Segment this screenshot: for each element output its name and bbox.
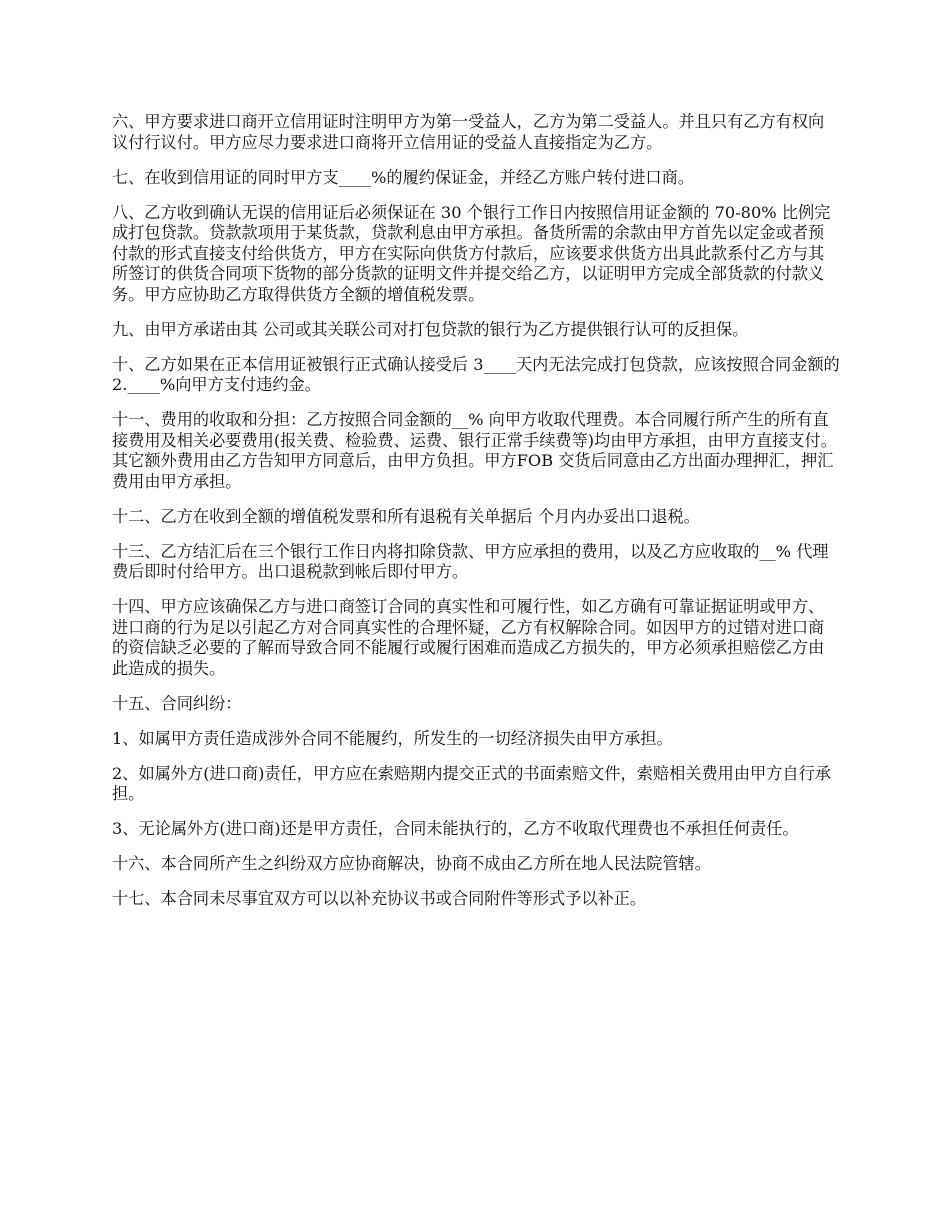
clause-15-heading: 十五、合同纠纷：: [112, 693, 242, 713]
document-page: [112, 112, 840, 924]
clause-14: 十四、甲方应该确保乙方与进口商签订合同的真实性和可履行性，如乙方确有可靠证据证明或甲方、进口商的行为足以引起乙方对合同真实性的合理怀疑，乙方有权解除合同。如因甲方的过错对进口商的资信缺乏必要的了解而导致合同不能履行或履行困难而造成乙方损失的，甲方必须承担赔偿乙方由此造成的损失。: [112, 597, 825, 678]
clause-15-item-3: 3、无论属外方(进口商)还是甲方责任，合同未能执行的，乙方不收取代理费也不承担任何责任。: [112, 819, 799, 838]
clause-8: 八、乙方收到确认无误的信用证后必须保证在 30 个银行工作日内按照信用证金额的 70-80% 比例完成打包贷款。贷款款项用于某货款，贷款利息由甲方承担。备货所需的余款由甲方首先以定金或者预付款的形式直接支付给供货方，甲方在实际向供货方付款后，应该要求供货方出具此款系付乙方与其所签订的供货合同项下货物的部分货款的证明文件并提交给乙方，以证明甲方完成全部货款的付款义务。甲方应协助乙方取得供货方全额的增值税发票。: [112, 202, 831, 304]
clause-6: 六、甲方要求进口商开立信用证时注明甲方为第一受益人，乙方为第二受益人。并且只有乙方有权向议付行议付。甲方应尽力要求进口商将开立信用证的受益人直接指定为乙方。: [112, 112, 825, 152]
clause-15-item-1: 1、如属甲方责任造成涉外合同不能履约，所发生的一切经济损失由甲方承担。: [112, 728, 673, 748]
clause-15-item-2: 2、如属外方(进口商)责任，甲方应在索赔期内提交正式的书面索赔文件，索赔相关费用由甲方自行承担。: [112, 763, 831, 803]
clause-10: 十、乙方如果在正本信用证被银行正式确认接受后 3____天内无法完成打包贷款，应该按照合同金额的 2.____%向甲方支付违约金。: [112, 354, 840, 394]
clause-17: 十七、本合同未尽事宜双方可以以补充协议书或合同附件等形式予以补正。: [112, 889, 647, 908]
clause-16: 十六、本合同所产生之纠纷双方应协商解决，协商不成由乙方所在地人民法院管辖。: [112, 854, 711, 873]
clause-11: 十一、费用的收取和分担：乙方按照合同金额的__% 向甲方收取代理费。本合同履行所产生的所有直接费用及相关必要费用(报关费、检验费、运费、银行正常手续费等)均由甲方承担，由甲方直接支付。其它额外费用由乙方告知甲方同意后，由甲方负担。甲方FOB 交货后同意由乙方出面办理押汇，押汇费用由甲方承担。: [112, 410, 837, 491]
clause-9: 九、由甲方承诺由其 公司或其关联公司对打包贷款的银行为乙方提供银行认可的反担保。: [112, 319, 749, 339]
clause-13: 十三、乙方结汇后在三个银行工作日内将扣除贷款、甲方应承担的费用，以及乙方应收取的__% 代理费后即时付给甲方。出口退税款到帐后即付甲方。: [112, 541, 829, 581]
clause-7: 七、在收到信用证的同时甲方支____%的履约保证金，并经乙方账户转付进口商。: [112, 167, 694, 187]
clause-12: 十二、乙方在收到全额的增值税发票和所有退税有关单据后 个月内办妥出口退税。: [112, 506, 700, 526]
